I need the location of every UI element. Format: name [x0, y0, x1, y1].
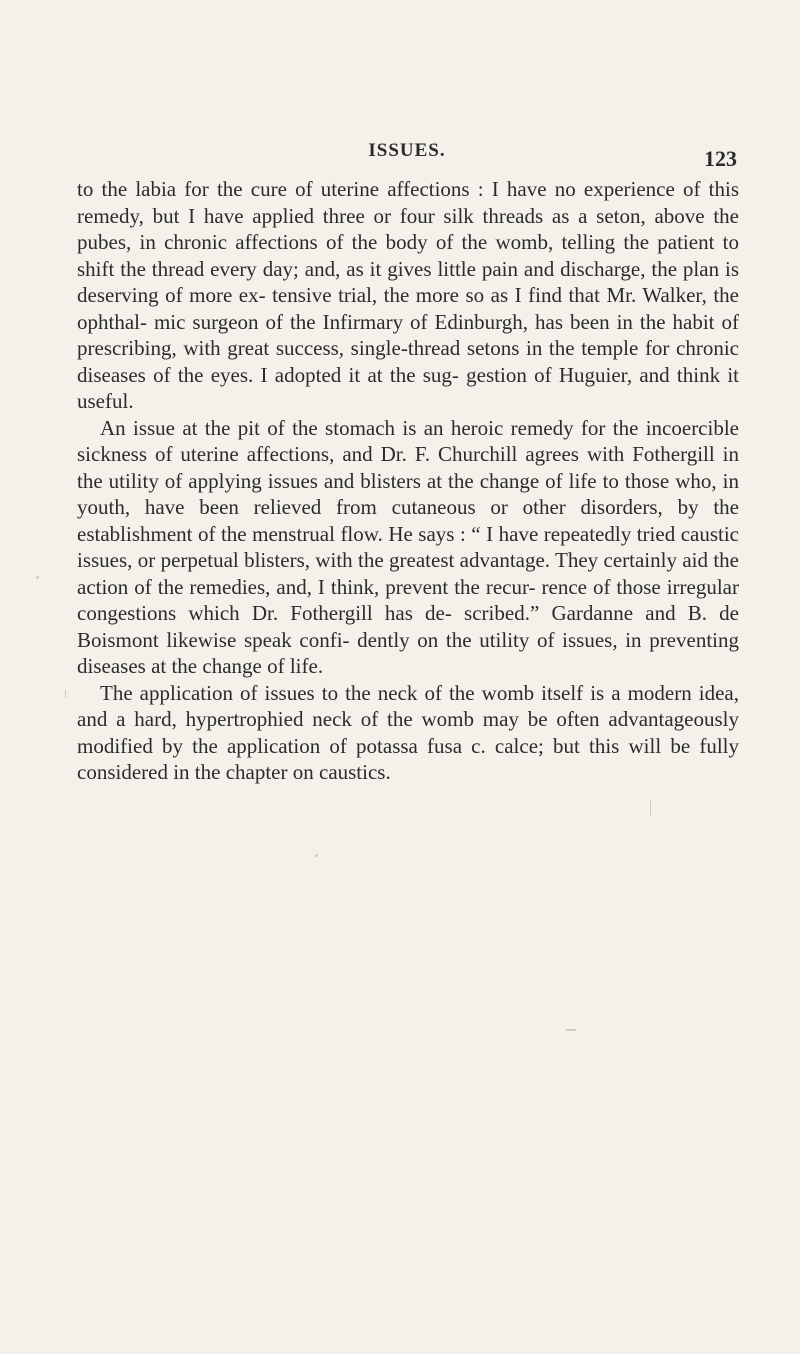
paragraph-1: to the labia for the cure of uterine affections : I have no experience of this remedy, but I have applied three or four silk threads as a seton, above the pubes, in chronic affections of the body of the womb, telling the patient to shift the thread every day; and, as it gives little pain and discharge, the plan is deserving of more ex- tensive trial, the more so as I find that Mr. Walker, the ophthal- mic surgeon of the Infirmary of Edinburgh, has been in the habit of prescribing, with great success, single-thread setons in the temple for chronic diseases of the eyes. I adopted it at the sug- gestion of Huguier, and think it useful. — [77, 177, 739, 413]
paper-speck — [315, 854, 318, 857]
paper-scratch — [650, 800, 651, 816]
page-header — [77, 140, 737, 170]
body-text — [77, 176, 739, 786]
page-number: 123 — [704, 146, 737, 171]
margin-speck — [36, 576, 39, 579]
paragraph-3: The application of issues to the neck of the womb itself is a modern idea, and a hard, hypertrophied neck of the womb may be often advantageously modified by the application of potassa fusa c. calce; but this will be fully considered in the chapter on caustics. — [77, 680, 739, 784]
paper-scratch-left — [65, 690, 66, 698]
paper-mark — [566, 1029, 576, 1031]
running-head: ISSUES. — [368, 140, 446, 161]
paragraph-2: An issue at the pit of the stomach is an heroic remedy for the incoercible sickness of uterine affections, and Dr. F. Churchill agrees with Fothergill in the utility of applying issues and blisters at the change of life to those who, in youth, have been relieved from cutaneous or other disorders, by the establishment of the menstrual flow. He says : “ I have repeatedly tried caustic issues, or perpetual blisters, with the greatest advantage. They certainly aid the action of the remedies, and, I think, prevent the recur- rence of those irregular congestions which Dr. Fothergill has de- scribed.” Gardanne and B. de Boismont likewise speak confi- dently on the utility of issues, in preventing diseases at the change of life. — [77, 415, 739, 678]
